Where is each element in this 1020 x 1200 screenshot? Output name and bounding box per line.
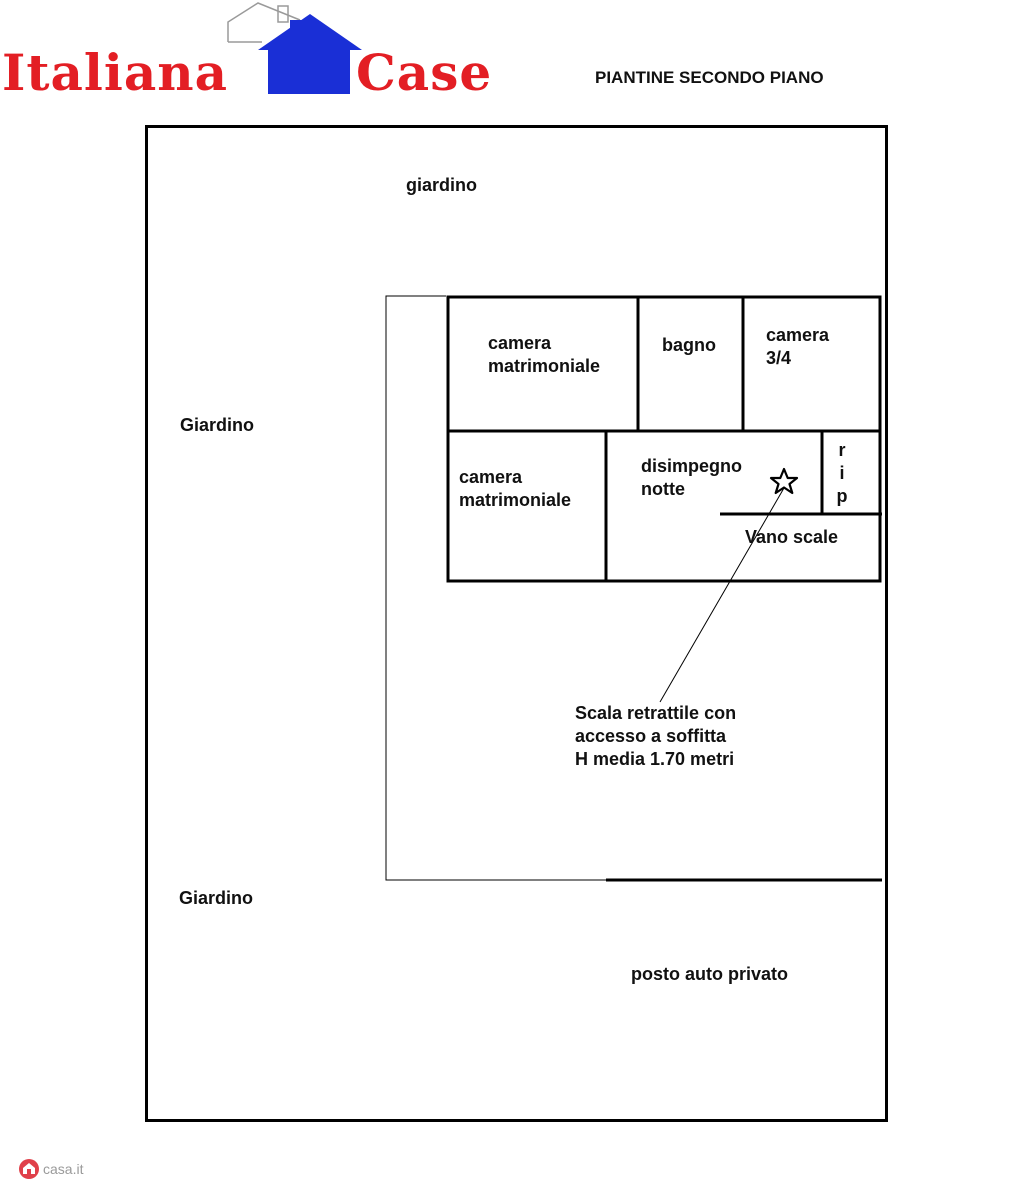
star-icon — [771, 469, 797, 493]
label-posto-auto: posto auto privato — [631, 964, 788, 984]
room-camera-1-line2: matrimoniale — [488, 356, 601, 376]
annotation-line1: Scala retrattile con — [575, 703, 737, 723]
room-camera-2-line2: matrimoniale — [459, 490, 572, 510]
room-ripostiglio — [835, 439, 849, 508]
building-outline — [386, 296, 606, 880]
room-disimpegno-line2: notte — [641, 479, 685, 499]
room-disimpegno-notte — [641, 455, 742, 501]
room-camera-34-line1: camera — [766, 325, 830, 345]
annotation-scala-retrattile — [575, 702, 736, 771]
room-camera-1-line1: camera — [488, 333, 552, 353]
room-vano-scale: Vano scale — [745, 527, 839, 547]
watermark-text: casa.it — [43, 1161, 84, 1177]
room-camera-34-line2: 3/4 — [766, 348, 792, 368]
room-camera-matrimoniale-1 — [488, 332, 600, 378]
room-camera-34 — [766, 324, 829, 370]
casa-house-icon — [18, 1158, 40, 1180]
room-camera-2-line1: camera — [459, 467, 523, 487]
annotation-line3: H media 1.70 metri — [575, 749, 735, 769]
room-rip-letter-i: i — [839, 463, 845, 483]
room-bagno: bagno — [662, 335, 716, 355]
annotation-line2: accesso a soffitta — [575, 726, 727, 746]
label-giardino-bottom: Giardino — [179, 888, 254, 908]
room-disimpegno-line1: disimpegno — [641, 456, 743, 476]
brand-italiana: Italiana — [2, 43, 229, 102]
label-giardino-left: Giardino — [180, 415, 255, 435]
annotation-pointer — [660, 488, 784, 702]
page-title: PIANTINE SECONDO PIANO — [595, 68, 824, 87]
label-giardino-top: giardino — [406, 175, 477, 195]
room-rip-letter-r: r — [838, 440, 846, 460]
room-camera-matrimoniale-2 — [459, 466, 571, 512]
brand-case: Case — [356, 43, 493, 102]
room-rip-letter-p: p — [836, 486, 848, 506]
